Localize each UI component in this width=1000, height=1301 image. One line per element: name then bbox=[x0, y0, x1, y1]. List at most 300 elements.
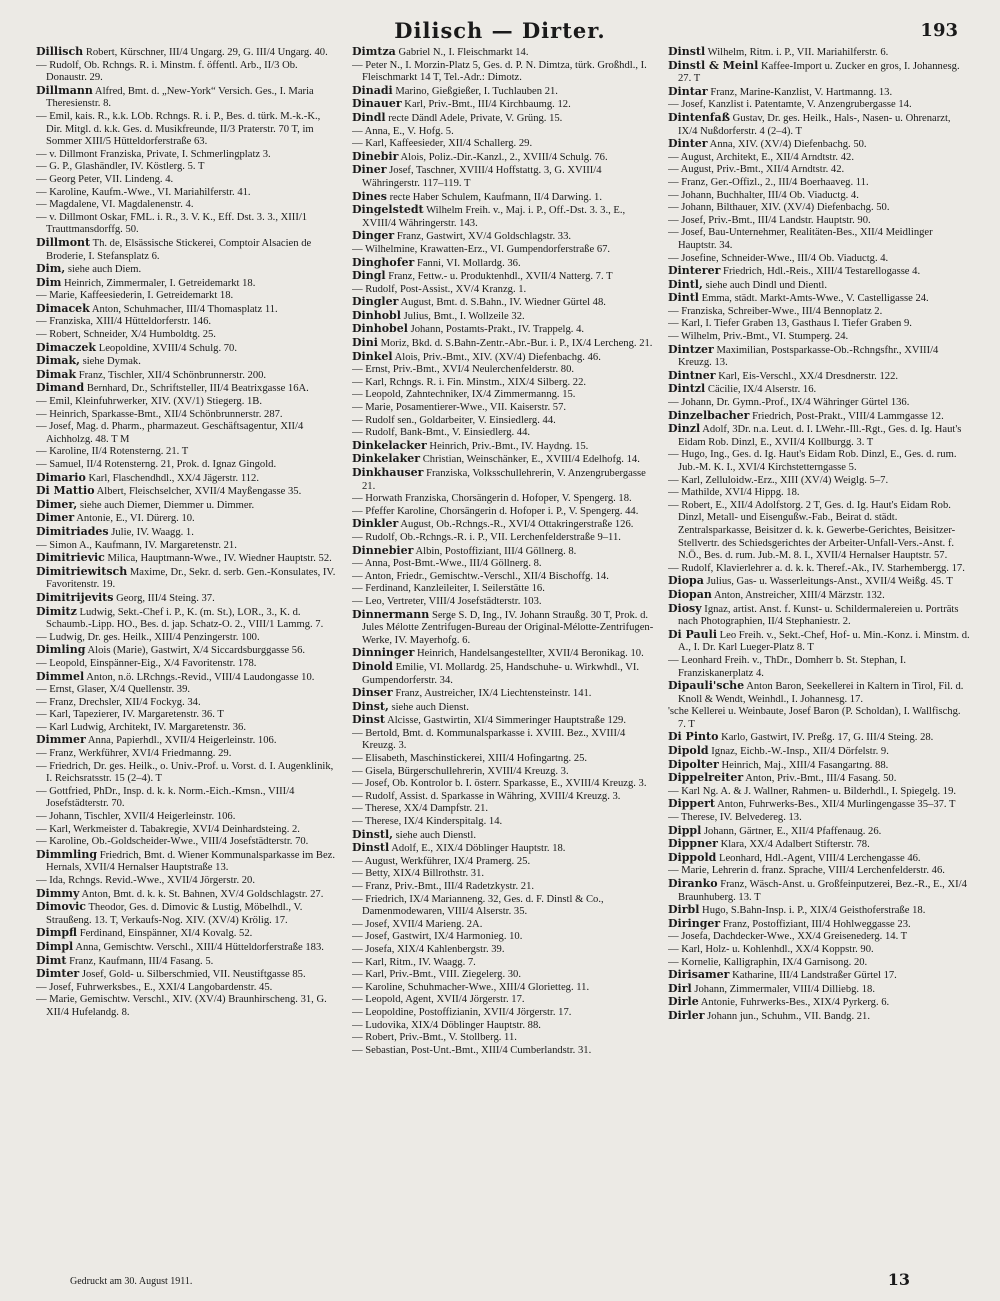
entry-details: Ludwig, Sekt.-Chef i. P., K. (m. St.), LOR., 3., K. d. Schaumb.-Lipp. HO., Bes. d. jap. Schatz-O. 2., VIII/1 Lammg. 7. bbox=[46, 606, 324, 631]
entry-surname: Dippner bbox=[668, 837, 718, 851]
entry-details: — Josefine, Schneider-Wwe., III/4 Ob. Viaductg. 4. bbox=[668, 252, 889, 264]
entry-details: Franz, Austreicher, IX/4 Liechtensteinstr. 141. bbox=[395, 688, 592, 700]
directory-entry bbox=[668, 164, 970, 177]
directory-entry bbox=[352, 944, 654, 957]
directory-entry bbox=[352, 46, 654, 60]
entry-details: — Ludovika, XIX/4 Döblinger Hauptstr. 88. bbox=[352, 1019, 541, 1031]
entry-surname: Dinstl bbox=[352, 841, 390, 855]
directory-entry bbox=[36, 901, 338, 927]
entry-details: Julie, IV. Waagg. 1. bbox=[111, 526, 194, 538]
entry-details: — Johann, Tischler, XVII/4 Heigerleinstr. 106. bbox=[36, 811, 236, 823]
entry-details: — Rudolf, Assist. d. Sparkasse in Währing, XVIII/4 Kreuzg. 3. bbox=[352, 790, 621, 802]
entry-details: Heinrich, Maj., XIII/4 Fasangartng. 88. bbox=[721, 759, 889, 771]
entry-details: — Therese, IV. Belvedereg. 13. bbox=[668, 812, 802, 824]
directory-entry bbox=[352, 829, 654, 843]
directory-entry bbox=[352, 766, 654, 779]
directory-entry bbox=[668, 370, 970, 384]
entry-details: — Sebastian, Post-Unt.-Bmt., XIII/4 Cumberlandstr. 31. bbox=[352, 1044, 592, 1056]
directory-entry bbox=[352, 881, 654, 894]
entry-surname: Dimak, bbox=[36, 354, 80, 368]
directory-entry bbox=[36, 697, 338, 710]
entry-details: — Leo, Vertreter, VIII/4 Josefstädterstr. 103. bbox=[352, 595, 542, 607]
entry-details: Maximilian, Postsparkasse-Ob.-Rchngsfhr., XVIII/4 Kreuzg. 13. bbox=[678, 344, 939, 369]
entry-details: — G. P., Glashändler, IV. Köstlerg. 5. T bbox=[36, 161, 205, 173]
directory-entry bbox=[36, 161, 338, 174]
entry-details: Anton Baron, Seekellerei in Kaltern in Tirol, Fil. d. Knoll & Wendt, Weinhdl., I. Johannesg. 17. bbox=[678, 681, 964, 705]
entry-details: — Mathilde, XVI/4 Hippg. 18. bbox=[668, 487, 800, 499]
entry-details: Franz, Marine-Kanzlist, V. Hartmanng. 13. bbox=[710, 86, 893, 98]
entry-details: — Georg Peter, VII. Lindeng. 4. bbox=[36, 173, 174, 185]
entry-details: Karlo, Gastwirt, IV. Preßg. 17, G. III/4 Steing. 28. bbox=[721, 732, 934, 744]
directory-entry bbox=[352, 753, 654, 766]
directory-entry bbox=[352, 270, 654, 284]
directory-entry bbox=[36, 409, 338, 422]
entry-details: — Josef, XVII/4 Marieng. 2A. bbox=[352, 918, 483, 930]
directory-entry bbox=[36, 316, 338, 329]
directory-entry bbox=[36, 499, 338, 513]
entry-details: — Ludwig, Dr. ges. Heilk., XIII/4 Penzingerstr. 100. bbox=[36, 631, 260, 643]
entry-details: — Karl, I. Tiefer Graben 13, Gasthaus I. Tiefer Graben 9. bbox=[668, 318, 912, 330]
entry-surname: Dippert bbox=[668, 797, 715, 811]
directory-entry bbox=[668, 265, 970, 279]
entry-details: Leopoldine, XVIII/4 Schulg. 70. bbox=[98, 342, 238, 354]
entry-details: — Emil, Kleinfuhrwerker, XIV. (XV/1) Stiegerg. 1B. bbox=[36, 396, 263, 408]
directory-entry bbox=[352, 714, 654, 728]
entry-surname: Dinkelacker bbox=[352, 438, 427, 452]
entry-details: Leo Freih. v., Sekt.-Chef, Hof- u. Min.-Konz. i. Minstm. d. A., I. Dr. Karl Lueger-Platz 8. T bbox=[678, 629, 970, 654]
entry-details: Alois, Priv.-Bmt., XIV. (XV/4) Diefenbachg. 46. bbox=[394, 351, 601, 363]
entry-details: Friedrich, Hdl.-Reis., XIII/4 Testarellogasse 4. bbox=[723, 266, 921, 278]
entry-details: Adolf, 3Dr. n.a. Leut. d. I. LWehr.-Ill.-Rgt., Ges. d. Ig. Haut's Eidam Rob. Dinzl, E., XVII/4 Kollburgg. 3. T bbox=[678, 424, 962, 448]
entry-surname: Dimpl bbox=[36, 939, 74, 953]
directory-columns bbox=[36, 46, 970, 1266]
directory-entry bbox=[36, 60, 338, 85]
directory-entry bbox=[668, 812, 970, 825]
entry-details: — Ernst, Glaser, X/4 Quellenstr. 39. bbox=[36, 684, 191, 696]
directory-entry bbox=[36, 824, 338, 837]
directory-entry bbox=[352, 453, 654, 467]
entry-surname: Dillmann bbox=[36, 83, 93, 97]
entry-details: Karl, Flaschendhdl., XX/4 Jägerstr. 112. bbox=[88, 472, 260, 484]
entry-details: — Josef, Gastwirt, IX/4 Harmonieg. 10. bbox=[352, 931, 523, 943]
entry-details: — Ernst, Priv.-Bmt., XVI/4 Neulerchenfelderstr. 80. bbox=[352, 364, 575, 376]
entry-details: — Rudolf, Ob. Rchngs. R. i. Minstm. f. öffentl. Arb., II/3 Ob. Donaustr. 29. bbox=[36, 59, 298, 84]
entry-details: Th. de, Elsässische Stickerei, Comptoir Alsacien de Broderie, I. Stefansplatz 6. bbox=[46, 237, 312, 262]
directory-entry bbox=[668, 475, 970, 488]
entry-surname: Dinauer bbox=[352, 97, 402, 111]
entry-details: Bernhard, Dr., Schriftsteller, III/4 Beatrixgasse 16A. bbox=[86, 383, 309, 395]
directory-entry bbox=[352, 389, 654, 402]
entry-surname: Dini bbox=[352, 336, 378, 350]
entry-details: — Marie, Gemischtw. Verschl., XIV. (XV/4) Braunhirscheng. 31, G. XII/4 Hufelandg. 8. bbox=[36, 994, 327, 1018]
entry-surname: Dintl, bbox=[668, 277, 703, 291]
directory-entry bbox=[36, 849, 338, 875]
directory-entry bbox=[668, 825, 970, 839]
directory-entry bbox=[36, 342, 338, 356]
entry-details: Katharine, III/4 Landstraßer Gürtel 17. bbox=[732, 970, 897, 982]
entry-surname: Dimter bbox=[36, 967, 80, 981]
entry-details: — Josefa, Dachdecker-Wwe., XX/4 Greisenederg. 14. T bbox=[668, 931, 908, 943]
directory-entry bbox=[352, 1045, 654, 1058]
directory-entry bbox=[668, 575, 970, 589]
directory-entry bbox=[36, 888, 338, 902]
entry-details: — Marie, Kaffeesiederin, I. Getreidemarkt 18. bbox=[36, 290, 234, 302]
entry-surname: Dinkhauser bbox=[352, 466, 424, 479]
directory-entry bbox=[668, 344, 970, 370]
entry-details: Franz, Wäsch-Anst. u. Großfeinputzerei, Bez.-R., E., XI/4 Braunhuberg. 13. T bbox=[678, 879, 967, 903]
directory-entry bbox=[668, 878, 970, 904]
directory-entry bbox=[352, 609, 654, 648]
entry-details: — Therese, XX/4 Dampfstr. 21. bbox=[352, 803, 489, 815]
entry-details: Franz, Fettw.- u. Produktenhdl., XVII/4 Natterg. 7. T bbox=[388, 271, 613, 283]
entry-details: — Karl Ludwig, Architekt, IV. Margaretenstr. 36. bbox=[36, 721, 246, 733]
directory-entry bbox=[36, 671, 338, 685]
entry-surname: Dinkler bbox=[352, 517, 399, 531]
directory-entry bbox=[668, 190, 970, 203]
entry-surname: Dimitriewitsch bbox=[36, 564, 128, 578]
directory-entry bbox=[352, 364, 654, 377]
entry-surname: Dimmel bbox=[36, 669, 85, 683]
entry-details: — Elisabeth, Maschinstickerei, XIII/4 Hofingartng. 25. bbox=[352, 753, 588, 765]
entry-surname: Dimt bbox=[36, 953, 67, 967]
entry-surname: Dinst, bbox=[352, 699, 389, 713]
entry-details: recte Dändl Adele, Private, V. Grüng. 15. bbox=[388, 112, 563, 124]
entry-details: — Karoline, Schuhmacher-Wwe., XIII/4 Glorietteg. 11. bbox=[352, 981, 590, 993]
entry-surname: Diosy bbox=[668, 601, 702, 615]
entry-surname: Dimer, bbox=[36, 497, 78, 511]
entry-details: Moriz, Bkd. d. S.Bahn-Zentr.-Abr.-Bur. i. P., IX/4 Lercheng. 21. bbox=[380, 338, 653, 350]
directory-entry bbox=[352, 518, 654, 532]
entry-details: — Josef, Mag. d. Pharm., pharmazeut. Geschäftsagentur, XII/4 Aichholzg. 48. T M bbox=[36, 421, 304, 445]
entry-details: Anna, Papierhdl., XVII/4 Heigerleinstr. 106. bbox=[87, 735, 277, 747]
entry-details: — Anna, E., V. Hofg. 5. bbox=[352, 125, 454, 137]
entry-details: — Gisela, Bürgerschullehrerin, XVIII/4 Kreuzg. 3. bbox=[352, 765, 569, 777]
entry-details: Antonie, E., VI. Dürerg. 10. bbox=[76, 513, 195, 525]
directory-entry bbox=[668, 227, 970, 252]
entry-details: Klara, XX/4 Adalbert Stifterstr. 78. bbox=[720, 839, 870, 851]
directory-entry bbox=[36, 786, 338, 811]
directory-entry bbox=[668, 904, 970, 918]
entry-details: — Leopold, Zahntechniker, IX/4 Zimmermanng. 15. bbox=[352, 389, 576, 401]
directory-entry bbox=[352, 778, 654, 791]
entry-details: — Josef, Ob. Kontrolor b. I. österr. Sparkasse, E., XVIII/4 Kreuzg. 3. bbox=[352, 778, 647, 790]
directory-entry bbox=[352, 816, 654, 829]
entry-surname: Dimmling bbox=[36, 847, 98, 861]
entry-details: Anna, Gemischtw. Verschl., XIII/4 Hütteldorferstraße 183. bbox=[75, 941, 324, 953]
entry-surname: Dimovic bbox=[36, 900, 86, 914]
entry-details: Anton, Priv.-Bmt., III/4 Fasang. 50. bbox=[745, 773, 897, 785]
entry-surname: Dimmy bbox=[36, 886, 80, 900]
entry-details: — Johann, Dr. Gymn.-Prof., IX/4 Währinger Gürtel 136. bbox=[668, 397, 910, 409]
directory-entry bbox=[668, 1010, 970, 1024]
entry-details: Karl, Priv.-Bmt., III/4 Kirchbaumg. 12. bbox=[404, 99, 571, 111]
entry-details: — Leopoldine, Postoffizianin, XVII/4 Jörgerstr. 17. bbox=[352, 1006, 572, 1018]
entry-details: Anton, Schuhmacher, III/4 Thomasplatz 11. bbox=[91, 303, 278, 315]
entry-details: — v. Dillmont Oskar, FML. i. R., 3. V. K., Eff. Dst. 3. 3., XIII/1 Trauttmansdorffg. 50. bbox=[36, 211, 308, 236]
entry-surname: Dirisamer bbox=[668, 968, 730, 982]
entry-details: Alois, Poliz.-Dir.-Kanzl., 2., XVIII/4 Schulg. 76. bbox=[400, 151, 608, 163]
entry-details: Franz, Postoffiziant, III/4 Hohlweggasse 23. bbox=[722, 918, 911, 930]
entry-surname: Dimaczek bbox=[36, 340, 97, 354]
entry-details: Albert, Fleischselcher, XVII/4 Mayßengasse 35. bbox=[96, 486, 302, 498]
entry-details: — Franz, Priv.-Bmt., III/4 Radetzkystr. 21. bbox=[352, 881, 535, 892]
entry-surname: Dimling bbox=[36, 643, 86, 657]
entry-details: siehe auch Diem. bbox=[67, 264, 142, 276]
directory-entry bbox=[36, 592, 338, 606]
entry-surname: Dipold bbox=[668, 744, 709, 758]
entry-surname: Dinhobl bbox=[352, 308, 401, 322]
entry-details: — August, Priv.-Bmt., XII/4 Arndtstr. 42. bbox=[668, 164, 845, 176]
entry-details: Serge S. D, Ing., IV. Johann Straußg. 30 T, Prok. d. Jules Mélotte Zentrifugen-Bureau der Original-Mélotte-Zentrifugen-Werke, IV. Mayerhofg. 6. bbox=[362, 609, 654, 646]
entry-details: — Karl, Holz- u. Kohlenhdl., XX/4 Koppstr. 90. bbox=[668, 943, 874, 955]
entry-surname: Dinadi bbox=[352, 83, 393, 97]
entry-details: Gustav, Dr. ges. Heilk., Hals-, Nasen- u. Ohrenarzt, IX/4 Nußdorferstr. 4 (2–4). T bbox=[678, 112, 951, 137]
directory-entry bbox=[352, 230, 654, 244]
entry-surname: Dirbl bbox=[668, 903, 700, 917]
directory-entry bbox=[668, 449, 970, 474]
entry-details: Heinrich, Priv.-Bmt., IV. Haydng. 15. bbox=[429, 440, 589, 452]
entry-details: Milica, Hauptmann-Wwe., IV. Wiedner Hauptstr. 52. bbox=[107, 553, 332, 565]
directory-entry bbox=[668, 589, 970, 603]
directory-entry bbox=[352, 583, 654, 596]
entry-details: — Johann, Buchhalter, III/4 Ob. Viaductg. 4. bbox=[668, 189, 859, 201]
entry-details: recte Haber Schulem, Kaufmann, II/4 Darwing. 1. bbox=[389, 191, 602, 203]
entry-details: — Rudolf, Bank-Bmt., V. Einsiedlerg. 44. bbox=[352, 427, 531, 439]
directory-entry bbox=[668, 680, 970, 706]
directory-entry bbox=[352, 661, 654, 687]
directory-entry bbox=[352, 151, 654, 165]
entry-surname: Dippelreiter bbox=[668, 771, 744, 785]
entry-surname: Dimario bbox=[36, 470, 86, 484]
entry-details: — Pfeffer Karoline, Chorsängerin d. Hofoper i. P., V. Spengerg. 44. bbox=[352, 505, 639, 517]
entry-details: Johann, Zimmermaler, VIII/4 Dilliebg. 18. bbox=[694, 983, 875, 995]
entry-details: siehe auch Dindl und Dientl. bbox=[705, 279, 827, 291]
entry-details: Julius, Bmt., I. Wollzeile 32. bbox=[403, 310, 525, 322]
entry-surname: Dinger bbox=[352, 229, 395, 243]
entry-surname: Dintar bbox=[668, 84, 708, 98]
directory-entry bbox=[352, 842, 654, 856]
entry-details: Friedrich, Bmt. d. Wiener Kommunalsparkasse im Bez. Hernals, XVII/4 Hernalser Hauptstraße 13. bbox=[46, 849, 336, 874]
entry-details: Leonhard, Hdl.-Agent, VIII/4 Lerchengasse 46. bbox=[718, 852, 921, 864]
entry-surname: Dimacek bbox=[36, 301, 90, 315]
directory-entry bbox=[352, 204, 654, 230]
entry-details: — August, Architekt, E., XII/4 Arndtstr. 42. bbox=[668, 151, 854, 163]
entry-details: 'sche Kellerei u. Weinbaute, Josef Baron (P. Scholdan), I. Wallfischg. 7. T bbox=[668, 706, 961, 730]
directory-entry bbox=[352, 868, 654, 881]
directory-entry bbox=[352, 856, 654, 869]
entry-details: — Josefa, XIX/4 Kahlenbergstr. 39. bbox=[352, 943, 505, 955]
directory-entry bbox=[36, 526, 338, 540]
directory-entry bbox=[352, 493, 654, 506]
directory-entry bbox=[352, 440, 654, 454]
entry-details: — Josef, Priv.-Bmt., III/4 Landstr. Hauptstr. 90. bbox=[668, 214, 871, 226]
entry-surname: Dimitz bbox=[36, 604, 77, 618]
directory-entry bbox=[352, 296, 654, 310]
entry-details: Hugo, S.Bahn-Insp. i. P., XIX/4 Geisthoferstraße 18. bbox=[702, 905, 926, 917]
directory-entry bbox=[668, 138, 970, 152]
directory-entry bbox=[668, 629, 970, 655]
directory-entry bbox=[668, 944, 970, 957]
entry-details: — Josef, Fuhrwerksbes., E., XXI/4 Langobardenstr. 45. bbox=[36, 981, 273, 993]
entry-details: Anton, Bmt. d. k. k. St. Bahnen, XV/4 Goldschlagstr. 27. bbox=[81, 888, 324, 900]
entry-details: — Bertold, Bmt. d. Kommunalsparkasse i. XVIII. Bez., XVIII/4 Kreuzg. 3. bbox=[352, 727, 626, 752]
entry-details: — Ferdinand, Kanzleileiter, I. Seilerstätte 16. bbox=[352, 583, 545, 595]
entry-surname: Di Pauli bbox=[668, 627, 718, 641]
entry-surname: Dingelstedt bbox=[352, 203, 424, 217]
directory-entry bbox=[352, 323, 654, 337]
directory-entry bbox=[668, 202, 970, 215]
entry-details: Robert, Kürschner, III/4 Ungarg. 29, G. III/4 Ungarg. 40. bbox=[85, 47, 328, 58]
entry-details: — Franz, Drechsler, XII/4 Fockyg. 34. bbox=[36, 696, 201, 708]
entry-surname: Dinst bbox=[352, 713, 385, 727]
entry-surname: Dinter bbox=[668, 137, 708, 151]
entry-details: Alcisse, Gastwirtin, XI/4 Simmeringer Hauptstraße 129. bbox=[387, 715, 626, 727]
directory-entry bbox=[36, 472, 338, 486]
directory-entry bbox=[352, 803, 654, 816]
directory-entry bbox=[36, 761, 338, 786]
directory-entry bbox=[668, 745, 970, 759]
entry-details: Franz, Tischler, XII/4 Schönbrunnerstr. 200. bbox=[78, 369, 267, 381]
directory-entry bbox=[352, 257, 654, 271]
directory-entry bbox=[36, 485, 338, 499]
entry-surname: Dimand bbox=[36, 381, 85, 395]
entry-surname: Di Pinto bbox=[668, 730, 719, 744]
entry-surname: Dines bbox=[352, 189, 387, 203]
directory-entry bbox=[668, 112, 970, 138]
entry-surname: Dinghofer bbox=[352, 255, 415, 269]
entry-details: Antonie, Fuhrwerks-Bes., XIX/4 Pyrkerg. 6. bbox=[700, 997, 890, 1009]
entry-details: Karl, Eis-Verschl., XX/4 Dresdnerstr. 122. bbox=[718, 370, 899, 382]
entry-surname: Dinhobel bbox=[352, 322, 408, 336]
directory-entry bbox=[668, 918, 970, 932]
entry-details: — August, Werkführer, IX/4 Pramerg. 25. bbox=[352, 855, 531, 867]
entry-surname: Dindl bbox=[352, 110, 386, 124]
entry-details: — Franz, Werkführer, XVI/4 Friedmanng. 29. bbox=[36, 748, 232, 760]
entry-details: Wilhelm Freih. v., Maj. i. P., Off.-Dst. 3. 3., E., XVIII/4 Währingerstr. 143. bbox=[362, 205, 626, 229]
directory-entry bbox=[352, 994, 654, 1007]
directory-entry bbox=[36, 421, 338, 446]
entry-details: — Rudolf, Post-Assist., XV/4 Kranzg. 1. bbox=[352, 283, 527, 295]
directory-entry bbox=[36, 237, 338, 263]
directory-entry bbox=[352, 701, 654, 715]
entry-details: — Karl, Zelluloidw.-Erz., XIII (XV/4) Weiglg. 5–7. bbox=[668, 474, 889, 486]
entry-details: Georg, III/4 Steing. 37. bbox=[116, 592, 215, 604]
directory-entry bbox=[668, 731, 970, 745]
directory-entry bbox=[352, 191, 654, 205]
entry-details: — Karl, Kaffeesieder, XII/4 Schallerg. 29. bbox=[352, 138, 533, 150]
entry-surname: Dipolter bbox=[668, 757, 719, 771]
entry-details: August, Bmt. d. S.Bahn., IV. Wiedner Gürtel 48. bbox=[400, 297, 606, 309]
directory-entry bbox=[668, 46, 970, 60]
entry-surname: Dirle bbox=[668, 995, 699, 1009]
entry-details: — Hugo, Ing., Ges. d. Ig. Haut's Eidam Rob. Dinzl, E., Ges. d. rum. Jub.-M. K. I., XVI/4 Kirchstetterngasse 5. bbox=[668, 449, 957, 473]
directory-entry bbox=[36, 85, 338, 111]
entry-details: Julius, Gas- u. Wasserleitungs-Anst., XVII/4 Weißg. 45. T bbox=[706, 576, 953, 588]
entry-surname: Dimer bbox=[36, 511, 75, 525]
directory-entry bbox=[352, 60, 654, 85]
entry-details: Franz, Kaufmann, III/4 Fasang. 5. bbox=[69, 955, 214, 967]
directory-entry bbox=[668, 706, 970, 731]
entry-details: Heinrich, Handelsangestellter, XVII/4 Beronikag. 10. bbox=[417, 648, 644, 660]
entry-details: — Anton, Friedr., Gemischtw.-Verschl., XII/4 Bischoffg. 14. bbox=[352, 570, 609, 582]
entry-details: — Samuel, II/4 Rotensterng. 21, Prok. d. Ignaz Gingold. bbox=[36, 459, 277, 470]
entry-details: — Karl, Ritm., IV. Waagg. 7. bbox=[352, 956, 476, 968]
entry-details: — Karoline, Kaufm.-Wwe., VI. Mariahilferstr. 41. bbox=[36, 186, 251, 198]
entry-details: Christian, Weinschänker, E., XVIII/4 Edelhofg. 14. bbox=[422, 454, 640, 466]
directory-entry bbox=[668, 996, 970, 1010]
entry-surname: Dillmont bbox=[36, 235, 91, 249]
entry-details: — Leopold, Einspänner-Eig., X/4 Favoritenstr. 178. bbox=[36, 657, 257, 669]
entry-details: — Robert, E., XII/4 Adolfstorg. 2 T, Ges. d. Ig. Haut's Eidam Rob. Dinzl, Metall- und Eisengußw.-Fab., Beirat d. städt. Zentralsparkasse, Beisitzer d. k. k. Gewerbe-Gerichtes, Beisitzer-Stellvertr. des Schiedsgerichtes der Arbeiter-Unfall-Vers.-Anst. f. N.Ö., Bes. d. rum. Jub.-M. 8. I., XVII/4 Hernalser Hauptstr. 57. bbox=[668, 499, 956, 562]
directory-entry bbox=[668, 60, 970, 86]
entry-surname: Dimtza bbox=[352, 46, 396, 58]
entry-details: — Wilhelm, Priv.-Bmt., VI. Stumperg. 24. bbox=[668, 331, 849, 343]
entry-surname: Dintzl bbox=[668, 382, 706, 396]
entry-details: — Karl, Werkmeister d. Tabakregie, XVI/4 Deinhardsteing. 2. bbox=[36, 823, 300, 835]
directory-entry bbox=[668, 177, 970, 190]
directory-entry bbox=[352, 571, 654, 584]
entry-details: — Leopold, Agent, XVII/4 Jörgerstr. 17. bbox=[352, 994, 525, 1006]
entry-details: — Friedrich, Dr. ges. Heilk., o. Univ.-Prof. u. Vorst. d. I. Augenklinik, I. Reichsratsstr. 15 (2–4). T bbox=[36, 760, 334, 785]
entry-details: — Robert, Schneider, X/4 Humboldtg. 25. bbox=[36, 329, 216, 341]
directory-entry bbox=[36, 263, 338, 277]
entry-details: — Rudolf, Klavierlehrer a. d. k. k. Theref.-Ak., IV. Starhembergg. 17. bbox=[668, 562, 965, 574]
directory-entry bbox=[352, 377, 654, 390]
directory-entry bbox=[352, 728, 654, 753]
entry-details: — Franziska, Schreiber-Wwe., III/4 Bennoplatz 2. bbox=[668, 305, 883, 317]
directory-entry bbox=[668, 152, 970, 165]
directory-entry bbox=[36, 811, 338, 824]
entry-details: — Betty, XIX/4 Billrothstr. 31. bbox=[352, 868, 485, 880]
entry-details: — Anna, Post-Bmt.-Wwe., III/4 Göllnerg. 8. bbox=[352, 558, 542, 570]
entry-details: — Leonhard Freih. v., ThDr., Domherr b. St. Stephan, I. Franziskanerplatz 4. bbox=[668, 654, 907, 679]
directory-entry bbox=[668, 759, 970, 773]
entry-surname: Dinkel bbox=[352, 349, 393, 363]
directory-entry bbox=[352, 85, 654, 99]
entry-details: — Emil, kais. R., k.k. LOb. Rchngs. R. i. P., Bes. d. türk. M.-k.-K., Dir. Mitgl. d. k.k. Ges. d. Musikfreunde, II/3 Praterstr. 70 T, im Sommer XIII/5 Hütteldorferstraße 63. bbox=[36, 110, 321, 148]
entry-surname: Dimmer bbox=[36, 733, 86, 747]
directory-entry bbox=[36, 644, 338, 658]
entry-surname: Dintenfaß bbox=[668, 110, 731, 124]
entry-surname: Dirl bbox=[668, 981, 692, 995]
directory-entry bbox=[352, 894, 654, 919]
entry-details: — Rudolf, Ob.-Rchngs.-R. i. P., VII. Lerchenfelderstraße 9–11. bbox=[352, 531, 621, 543]
entry-details: — Karl Ng. A. & J. Wallner, Rahmen- u. Bilderhdl., I. Spiegelg. 19. bbox=[668, 785, 957, 797]
entry-details: Franz, Gastwirt, XV/4 Goldschlagstr. 33. bbox=[396, 231, 572, 243]
entry-details: Josef, Gold- u. Silberschmied, VII. Neustiftgasse 85. bbox=[81, 969, 306, 981]
entry-surname: Diringer bbox=[668, 916, 721, 930]
entry-details: Anton, n.ö. LRchngs.-Revid., VIII/4 Laudongasse 10. bbox=[86, 671, 315, 683]
directory-entry bbox=[36, 875, 338, 888]
entry-details: — Wilhelmine, Krawatten-Erz., VI. Gumpendorferstraße 67. bbox=[352, 243, 611, 255]
entry-surname: Dippold bbox=[668, 850, 717, 864]
directory-entry bbox=[352, 969, 654, 982]
column-left bbox=[36, 46, 338, 1266]
entry-details: Ignaz, artist. Anst. f. Kunst- u. Schildermalereien u. Porträts nach Photographien, II/4 Stephaniestr. 2. bbox=[678, 603, 959, 628]
entry-details: Adolf, E., XIX/4 Döblinger Hauptstr. 18. bbox=[391, 843, 566, 855]
entry-details: August, Ob.-Rchngs.-R., XVI/4 Ottakringerstraße 126. bbox=[400, 519, 634, 531]
entry-details: siehe auch Dienstl. bbox=[395, 829, 476, 841]
directory-entry bbox=[352, 687, 654, 701]
entry-details: Josef, Taschner, XVIII/4 Hoffstattg. 3, G. XVIII/4 Währingerstr. 117–119. T bbox=[362, 165, 602, 189]
directory-entry bbox=[352, 982, 654, 995]
directory-entry bbox=[36, 174, 338, 187]
directory-entry bbox=[36, 709, 338, 722]
directory-entry bbox=[668, 292, 970, 306]
directory-entry bbox=[668, 410, 970, 424]
directory-entry bbox=[36, 684, 338, 697]
entry-surname: Dinebir bbox=[352, 149, 399, 163]
